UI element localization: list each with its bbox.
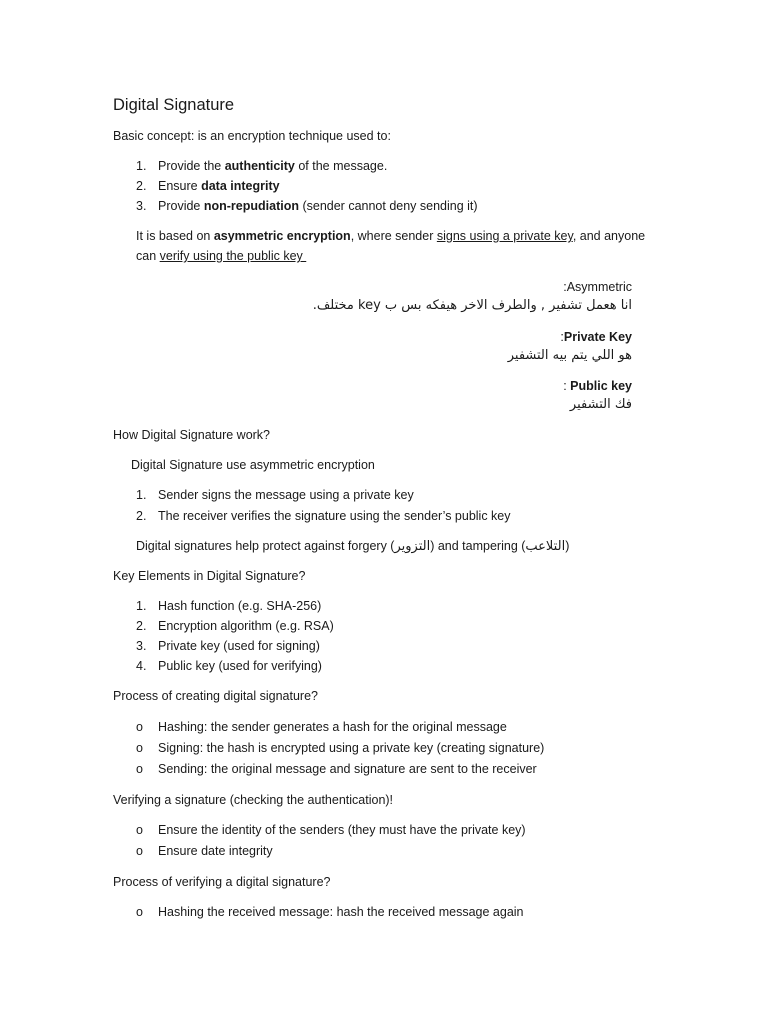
section-heading-verifying: Verifying a signature (checking the authentication)! <box>113 793 394 807</box>
section-heading-process-verifying: Process of verifying a digital signature? <box>113 875 331 889</box>
list-item: o Hashing: the sender generates a hash for the original message <box>136 720 507 734</box>
list-item: 1. Provide the authenticity of the message. <box>136 159 388 173</box>
how-intro-text: Digital Signature use asymmetric encryption <box>131 458 375 472</box>
bullet-icon: o <box>136 905 143 919</box>
list-item: o Ensure the identity of the senders (they must have the private key) <box>136 823 526 837</box>
list-item: 2. Ensure data integrity <box>136 179 280 193</box>
list-item: 1. Sender signs the message using a private key <box>136 488 414 502</box>
list-item: 3. Provide non-repudiation (sender cannot deny sending it) <box>136 199 478 213</box>
list-item: 3. Private key (used for signing) <box>136 639 320 653</box>
list-item: o Hashing the received message: hash the received message again <box>136 905 524 919</box>
definition-term-public-key: : Public key <box>559 379 632 393</box>
list-item: 4. Public key (used for verifying) <box>136 659 322 673</box>
bullet-icon: o <box>136 762 143 776</box>
page-title: Digital Signature <box>113 96 235 114</box>
definition-term-private-key: :Private Key <box>560 330 632 344</box>
list-item: 2. Encryption algorithm (e.g. RSA) <box>136 619 334 633</box>
list-item: 1. Hash function (e.g. SHA-256) <box>136 599 322 613</box>
basic-concept-text: Basic concept: is an encryption technique used to: <box>113 129 391 143</box>
based-on-line2: can verify using the public key <box>136 249 307 263</box>
section-heading-process-creating: Process of creating digital signature? <box>113 689 318 703</box>
definition-arabic-asymmetric: انا هعمل تشفير , والطرف الاخر هيفكه بس ب key مختلف. <box>312 298 632 313</box>
list-item: o Ensure date integrity <box>136 844 273 858</box>
list-item: o Signing: the hash is encrypted using a private key (creating signature) <box>136 741 545 755</box>
bullet-icon: o <box>136 741 143 755</box>
bullet-icon: o <box>136 720 143 734</box>
definition-term-asymmetric: :Asymmetric <box>563 280 632 294</box>
definition-arabic-private-key: هو اللي يتم بيه التشفير <box>507 348 632 363</box>
protect-text: Digital signatures help protect against forgery (التزوير) and tampering (التلاعب) <box>136 539 570 554</box>
list-item: 2. The receiver verifies the signature using the sender’s public key <box>136 509 511 523</box>
definition-arabic-public-key: فك التشفير <box>569 397 632 412</box>
list-item: o Sending: the original message and signature are sent to the receiver <box>136 762 537 776</box>
section-heading-key-elements: Key Elements in Digital Signature? <box>113 569 306 583</box>
section-heading-how: How Digital Signature work? <box>113 428 271 442</box>
bullet-icon: o <box>136 823 143 837</box>
based-on-line1: It is based on asymmetric encryption, where sender signs using a private key, and anyone <box>136 229 646 243</box>
bullet-icon: o <box>136 844 143 858</box>
